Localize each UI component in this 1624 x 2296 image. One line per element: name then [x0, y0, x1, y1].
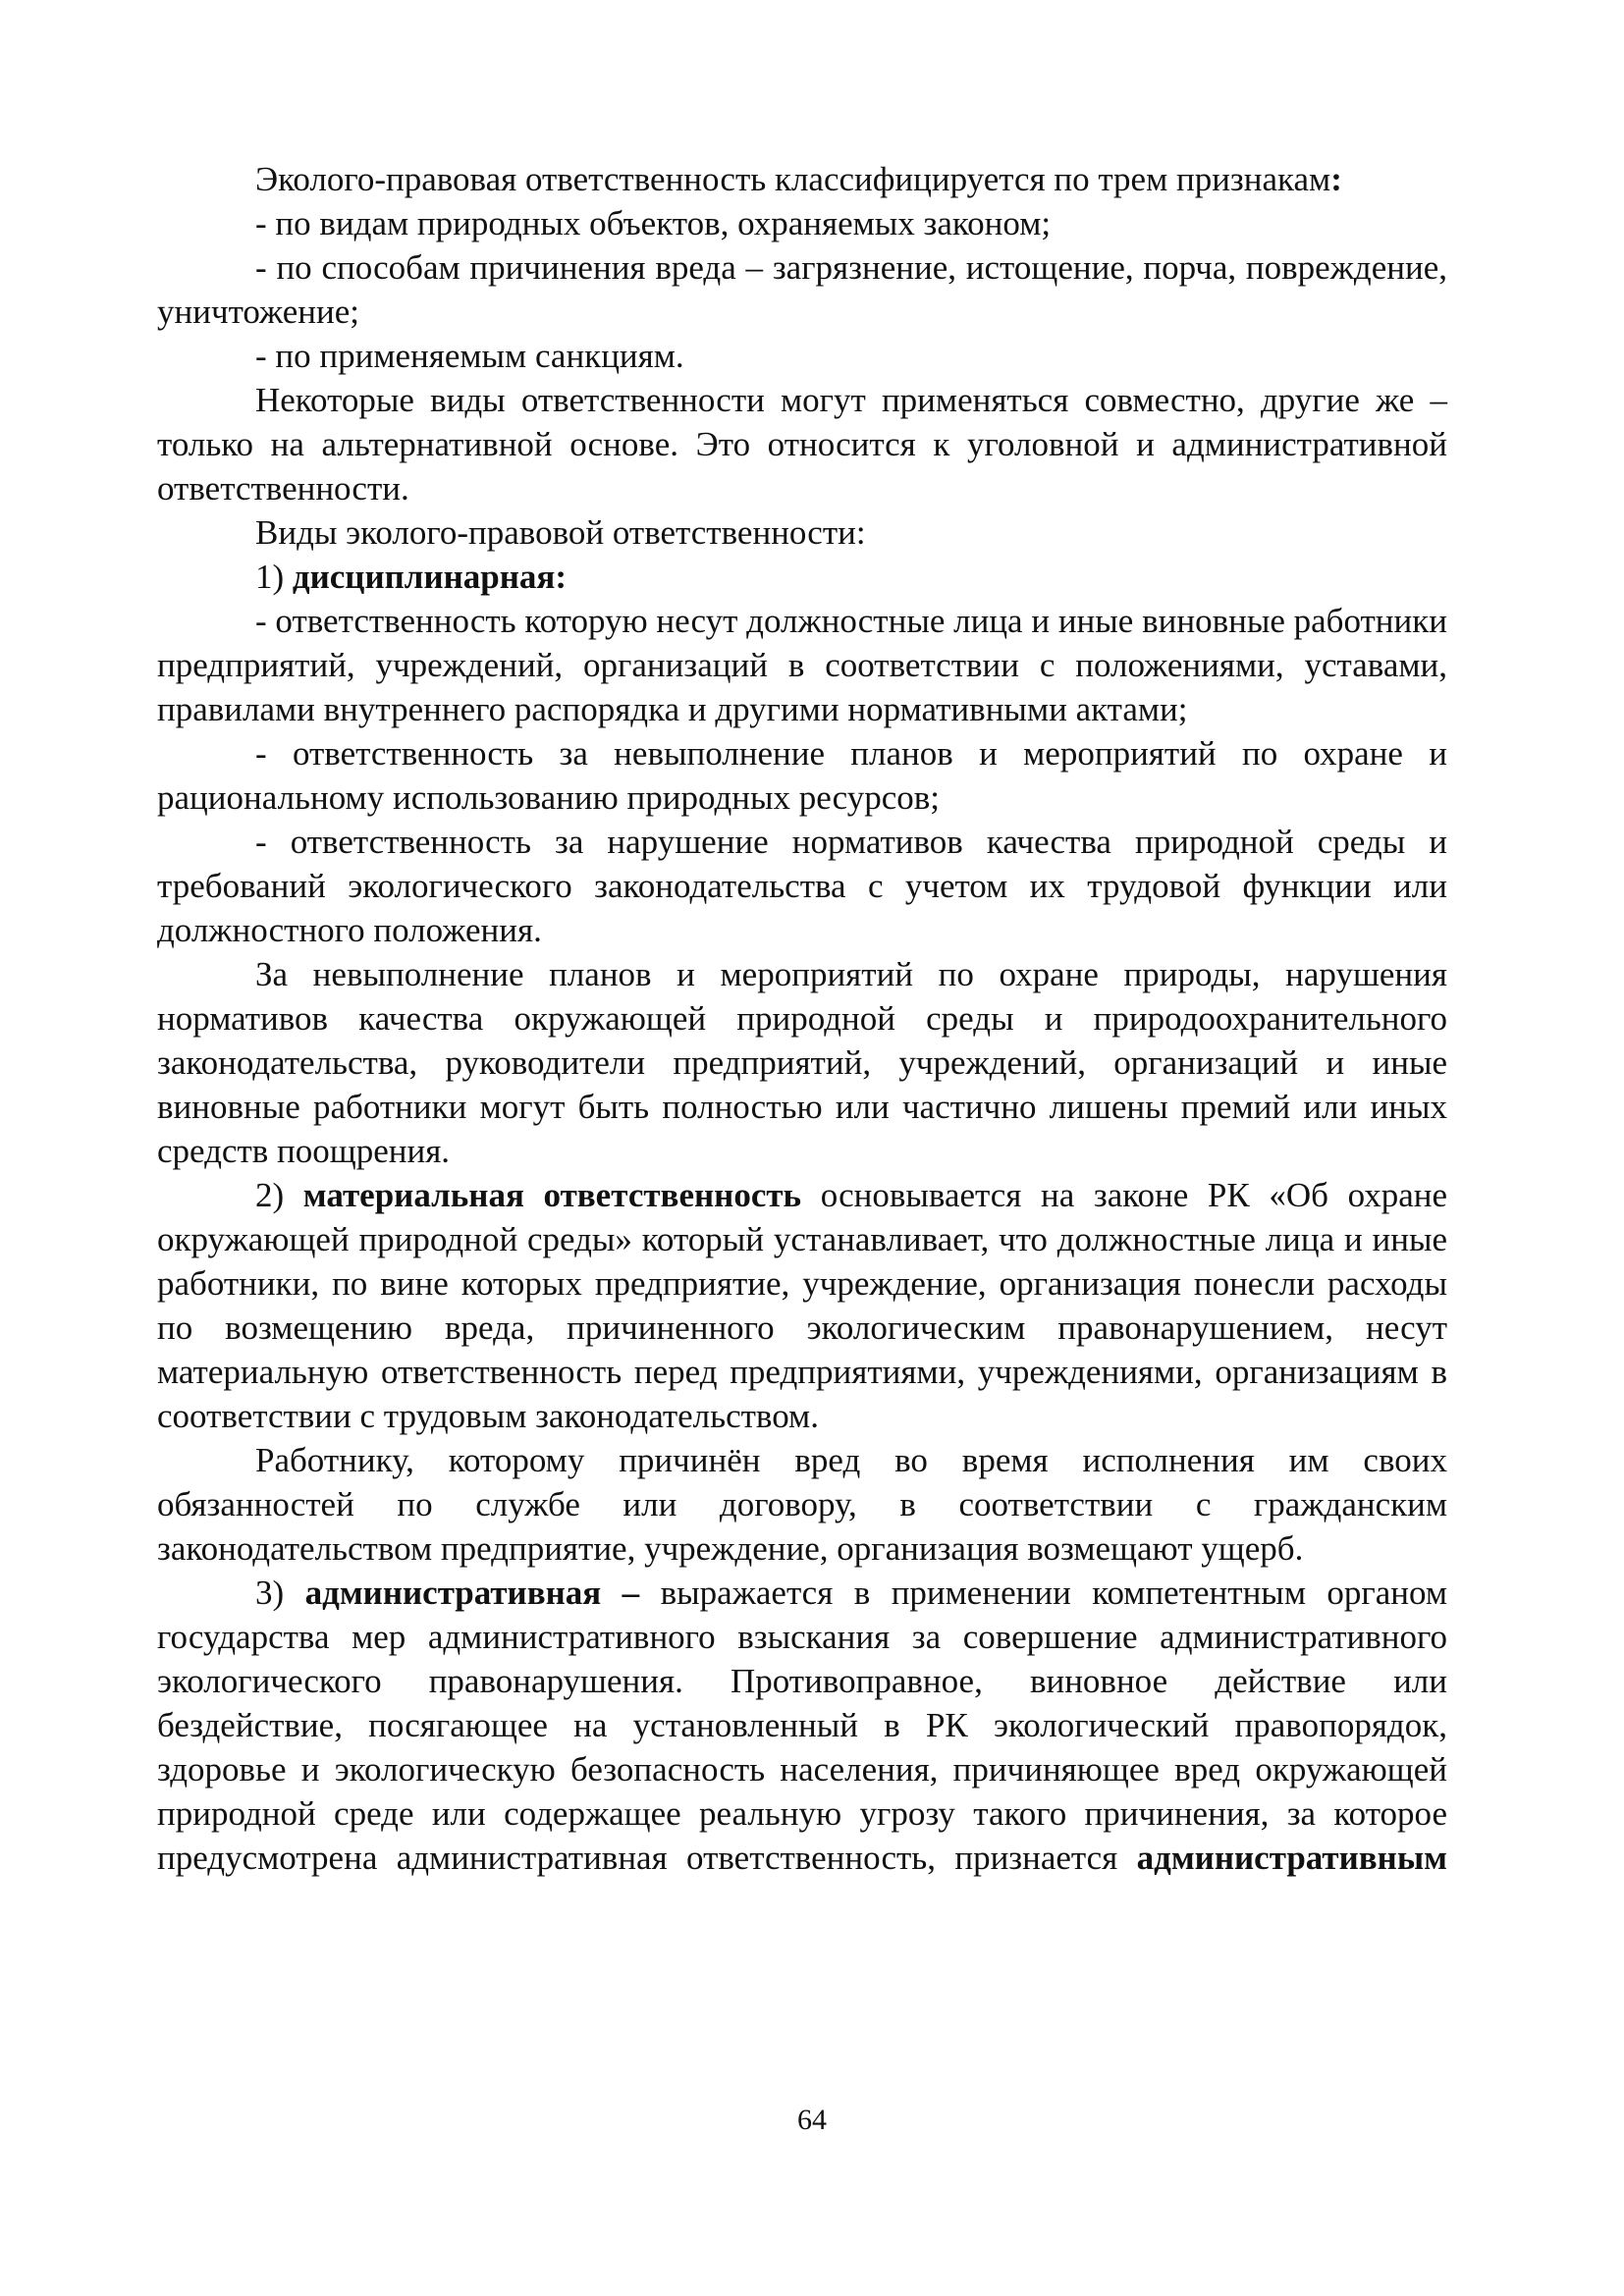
paragraph: Работнику, которому причинён вред во время исполнения им своих обязанностей по службе или договору, в соответствии с гражданским законодательством предприятие, учреждение, организация возмещают ущерб.: [157, 1441, 1447, 1568]
term-bold: дисциплинарная:: [292, 558, 568, 596]
term-bold: материальная ответственность: [302, 1176, 802, 1214]
list-item: - ответственность которую несут должностные лица и иные виновные работники предприятий, учреждений, организаций в соответствии с положениями, уставами, правилами внутреннего распорядка и другими нормативными актами;: [157, 602, 1447, 728]
numbered-paragraph: 2) материальная ответственность основывается на законе РК «Об охране окружающей природной среды» который устанавливает, что должностные лица и иные работники, по вине которых предприятие, учреждение, организация понесли расходы по возмещению вреда, причиненного экологическим правонарушением, несут материальную ответственность перед предприятиями, учреждениями, организациям в соответствии с трудовым законодательством.: [157, 1176, 1448, 1435]
paragraph: Эколого-правовая ответственность классифицируется по трем признакам:: [255, 160, 1342, 198]
term-bold: административным: [1136, 1839, 1447, 1877]
list-item: - ответственность за нарушение нормативов качества природной среды и требований экологического законодательства с учетом их трудовой функции или должностного положения.: [157, 823, 1447, 949]
numbered-paragraph: 3) административная – выражается в применении компетентным органом государства мер административного взыскания за совершение административного экологического правонарушения. Противоправное, виновное действие или бездействие, посягающее на установленный в РК экологический правопорядок, здоровье и экологическую безопасность населения, причиняющее вред окружающей природной среде или содержащее реальную угрозу такого причинения, за которое предусмотрена административная ответственность, признается административным: [157, 1574, 1448, 1877]
term-bold: административная –: [304, 1574, 640, 1612]
page-number: 64: [797, 2104, 827, 2136]
list-item: - ответственность за невыполнение планов и мероприятий по охране и рациональному использованию природных ресурсов;: [157, 734, 1447, 817]
document-body: [157, 157, 1447, 1880]
paragraph: Некоторые виды ответственности могут применяться совместно, другие же – только на альтернативной основе. Это относится к уголовной и административной ответственности.: [157, 381, 1447, 507]
list-item: - по применяемым санкциям.: [255, 337, 684, 375]
list-item: - по видам природных объектов, охраняемых законом;: [255, 204, 1052, 242]
numbered-heading: 1) дисциплинарная:: [255, 558, 568, 596]
section-heading: Виды эколого-правовой ответственности:: [255, 513, 866, 552]
list-item: - по способам причинения вреда – загрязнение, истощение, порча, повреждение, уничтожение;: [157, 248, 1447, 331]
paragraph: За невыполнение планов и мероприятий по охране природы, нарушения нормативов качества окружающей природной среды и природоохранительного законодательства, руководители предприятий, учреждений, организаций и иные виновные работники могут быть полностью или частично лишены премий или иных средств поощрения.: [157, 955, 1447, 1170]
